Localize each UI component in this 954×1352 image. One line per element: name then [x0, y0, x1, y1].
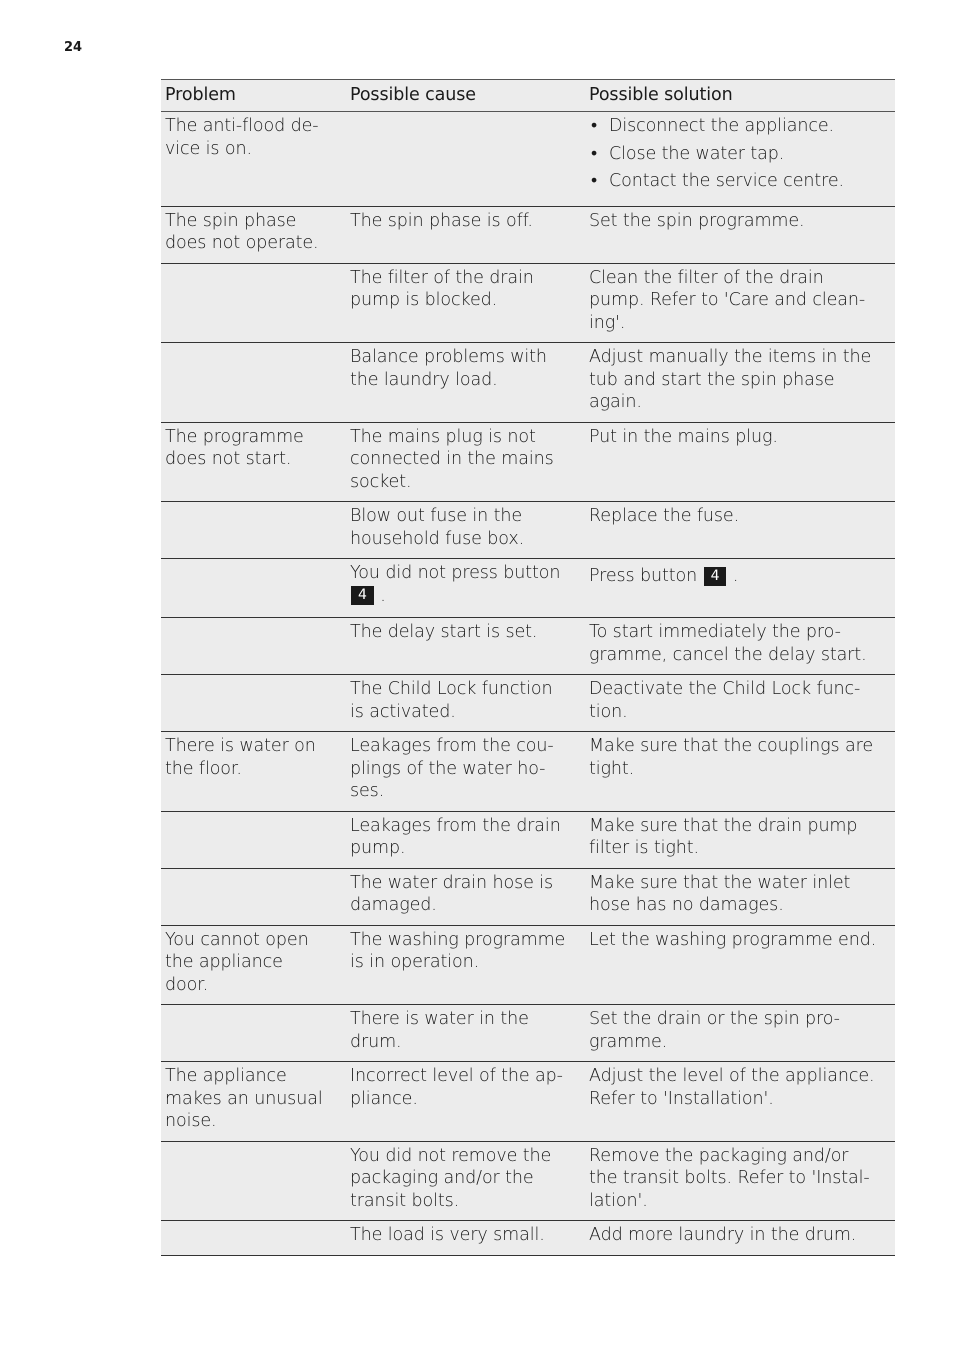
cause-cell: [346, 1141, 585, 1221]
table-row: [161, 112, 895, 207]
cause-text: The water drain hose is damaged.: [350, 872, 554, 915]
cause-cell: [346, 618, 585, 675]
table-row: [161, 1062, 895, 1142]
problem-cell: [161, 1062, 346, 1142]
table-row: [161, 206, 895, 263]
problem-cell: [161, 422, 346, 502]
solution-cell: [585, 559, 895, 618]
problem-cell: [161, 1005, 346, 1062]
solution-bullet: • Contact the service centre.: [589, 170, 891, 193]
cause-text: Leakages from the drain pump.: [350, 815, 561, 858]
cause-cell: [346, 502, 585, 559]
cause-cell: [346, 206, 585, 263]
table-row: [161, 868, 895, 925]
cause-text: The mains plug is not connected in the mains socket.: [350, 426, 554, 492]
solution-text: Make sure that the water inlet hose has no damages.: [589, 872, 851, 915]
cause-text: The delay start is set.: [350, 622, 538, 642]
cause-text: There is water in the drum.: [350, 1009, 529, 1052]
cause-cell: [346, 732, 585, 812]
cause-text: You did not press button: [350, 563, 561, 583]
cause-text: The filter of the drain pump is blocked.: [350, 267, 534, 310]
solution-text: Deactivate the Child Lock func- tion.: [589, 679, 861, 722]
table-row: [161, 343, 895, 423]
problem-cell: [161, 1221, 346, 1256]
cause-cell: [346, 1221, 585, 1256]
cause-cell: [346, 559, 585, 618]
table-row: [161, 422, 895, 502]
problem-text: The appliance makes an unusual noise.: [165, 1066, 323, 1131]
table-header-row: [161, 80, 895, 112]
solution-bullet: • Disconnect the appliance.: [589, 115, 891, 138]
solution-text: Clean the filter of the drain pump. Refer to 'Care and clean- ing'.: [589, 267, 866, 333]
solution-text: To start immediately the pro- gramme, cancel the delay start.: [589, 622, 867, 665]
cause-cell: [346, 925, 585, 1005]
cause-text: Blow out fuse in the household fuse box.: [350, 506, 525, 549]
problem-text: There is water on the floor.: [165, 736, 316, 779]
table-row: [161, 263, 895, 343]
cause-cell: [346, 422, 585, 502]
table-row: [161, 925, 895, 1005]
solution-cell: [585, 868, 895, 925]
table-row: [161, 1221, 895, 1256]
cause-text: The load is very small.: [350, 1225, 545, 1245]
solution-cell: [585, 206, 895, 263]
button-4-badge: 4: [351, 586, 374, 605]
solution-cell: [585, 811, 895, 868]
solution-cell: [585, 1005, 895, 1062]
solution-cell: [585, 263, 895, 343]
problem-text: The anti-flood de- vice is on.: [165, 116, 319, 159]
problem-cell: [161, 925, 346, 1005]
solution-cell: [585, 112, 895, 207]
solution-text: Set the spin programme.: [589, 210, 805, 231]
table-row: [161, 618, 895, 675]
solution-text: Put in the mains plug.: [589, 426, 778, 447]
problem-cell: [161, 675, 346, 732]
problem-cell: [161, 559, 346, 618]
cause-cell: [346, 112, 585, 207]
solution-cell: [585, 502, 895, 559]
solution-bullet: • Close the water tap.: [589, 143, 891, 166]
table-row: [161, 1141, 895, 1221]
table-row: [161, 732, 895, 812]
page-number: 24: [64, 40, 83, 55]
problem-cell: [161, 263, 346, 343]
solution-cell: [585, 732, 895, 812]
solution-text: Remove the packaging and/or the transit bolts. Refer to 'Instal- lation'.: [589, 1145, 870, 1211]
solution-text: Adjust the level of the appliance. Refer to 'Installation'.: [589, 1066, 875, 1109]
cause-cell: [346, 263, 585, 343]
problem-cell: [161, 732, 346, 812]
cause-text: You did not remove the packaging and/or the transit bolts.: [350, 1145, 552, 1211]
solution-text: Make sure that the drain pump filter is tight.: [589, 815, 858, 858]
solution-cell: [585, 618, 895, 675]
solution-text: Adjust manually the items in the tub and start the spin phase again.: [589, 347, 872, 412]
problem-text: The programme does not start.: [165, 426, 304, 469]
solution-bullet-list: [589, 115, 891, 193]
solution-cell: [585, 422, 895, 502]
header-possible-cause: Possible cause: [346, 80, 585, 112]
problem-cell: [161, 112, 346, 207]
cause-cell: [346, 811, 585, 868]
problem-cell: [161, 343, 346, 423]
cause-text: The washing programme is in operation.: [350, 929, 566, 972]
cause-text: Balance problems with the laundry load.: [350, 347, 547, 390]
problem-cell: [161, 811, 346, 868]
solution-cell: [585, 343, 895, 423]
solution-text: Set the drain or the spin pro- gramme.: [589, 1009, 840, 1052]
table-row: [161, 675, 895, 732]
cause-cell: [346, 675, 585, 732]
cause-cell: [346, 1062, 585, 1142]
solution-cell: [585, 675, 895, 732]
problem-cell: [161, 502, 346, 559]
solution-text: Replace the fuse.: [589, 506, 740, 526]
cause-text: The spin phase is off.: [350, 210, 533, 231]
solution-text: Press button: [589, 566, 698, 586]
problem-text: You cannot open the appliance door.: [165, 929, 309, 995]
table-row: [161, 1005, 895, 1062]
solution-cell: [585, 925, 895, 1005]
cause-cell: [346, 868, 585, 925]
solution-cell: [585, 1141, 895, 1221]
solution-text: Let the washing programme end.: [589, 929, 877, 950]
solution-cell: [585, 1221, 895, 1256]
solution-text: Make sure that the couplings are tight.: [589, 736, 874, 779]
cause-text: The Child Lock function is activated.: [350, 679, 553, 722]
solution-suffix: .: [732, 566, 739, 586]
cause-text: Incorrect level of the ap- pliance.: [350, 1066, 563, 1109]
problem-cell: [161, 206, 346, 263]
solution-text: Add more laundry in the drum.: [589, 1225, 857, 1245]
cause-suffix: .: [380, 585, 386, 606]
table-row: [161, 811, 895, 868]
table-row: [161, 559, 895, 618]
cause-cell: [346, 343, 585, 423]
header-problem: Problem: [161, 80, 346, 112]
problem-cell: [161, 618, 346, 675]
cause-text: Leakages from the cou- plings of the water ho- ses.: [350, 736, 554, 801]
table-row: [161, 502, 895, 559]
solution-cell: [585, 1062, 895, 1142]
problem-cell: [161, 1141, 346, 1221]
problem-text: The spin phase does not operate.: [165, 210, 319, 253]
cause-cell: [346, 1005, 585, 1062]
header-possible-solution: Possible solution: [585, 80, 895, 112]
troubleshooting-table: [161, 79, 895, 1256]
button-4-badge: 4: [704, 567, 727, 586]
problem-cell: [161, 868, 346, 925]
